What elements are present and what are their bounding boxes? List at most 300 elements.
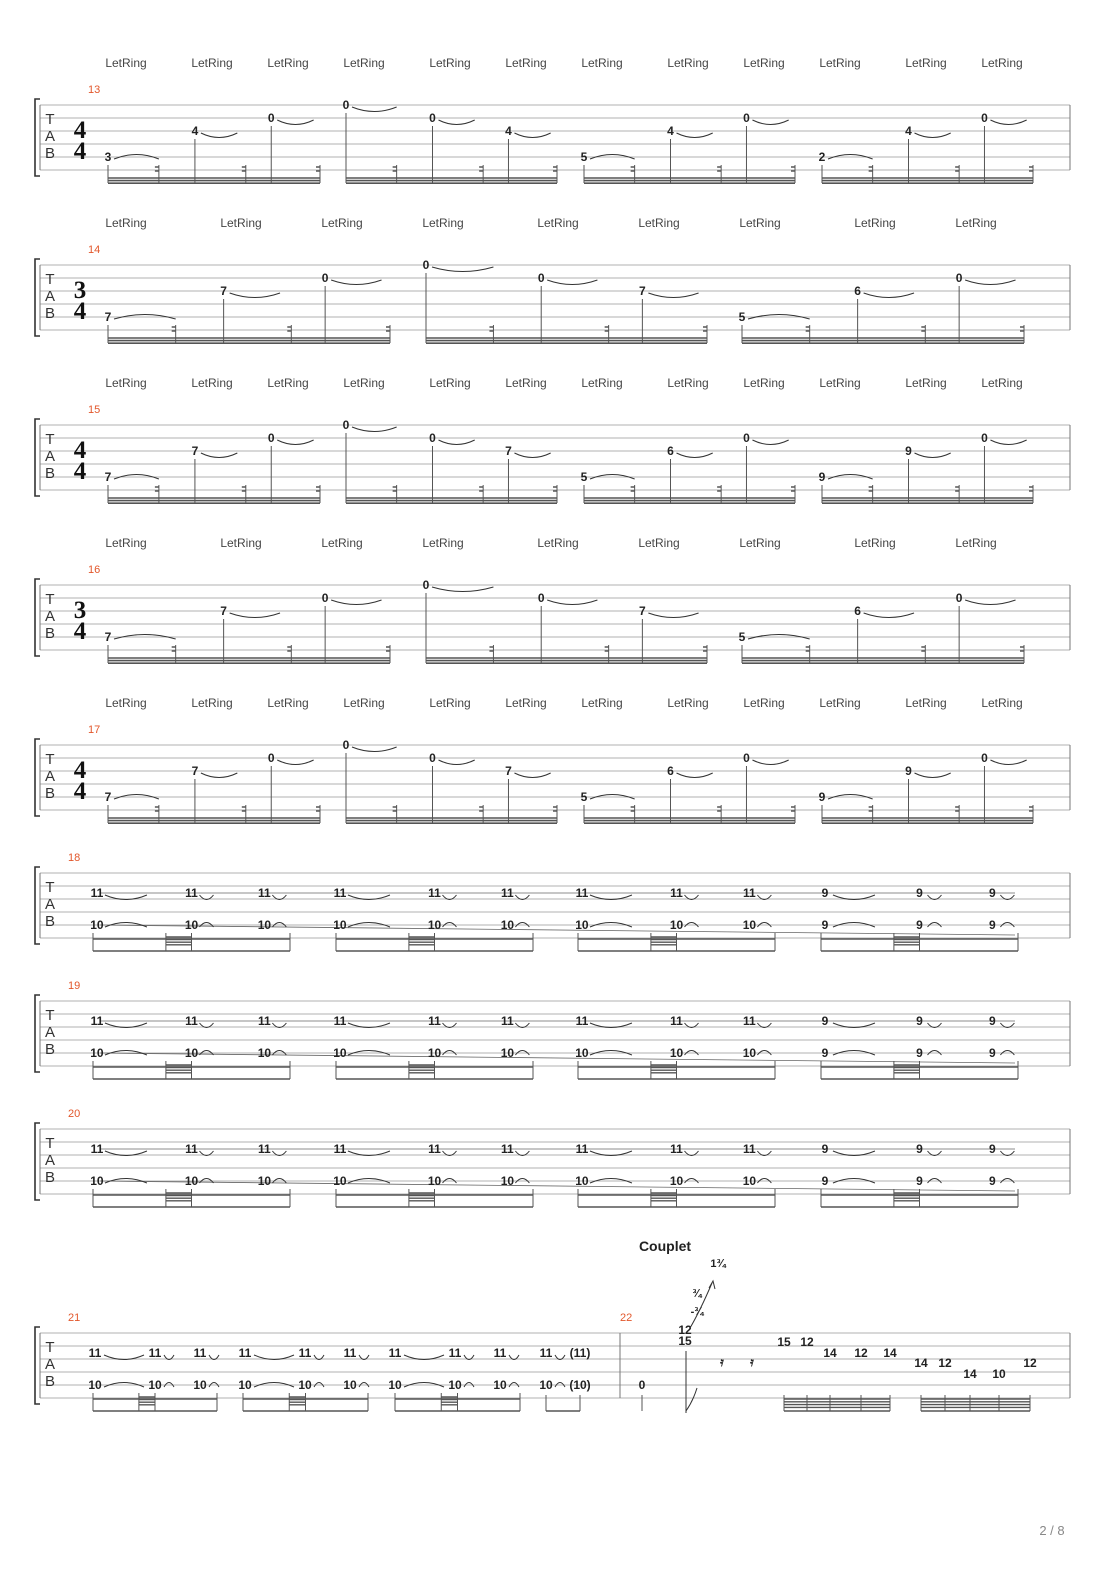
tab-clef-letter: T <box>45 879 55 896</box>
fret-number-top: 11 <box>448 1346 462 1360</box>
beam-group <box>105 271 390 343</box>
let-ring-label: LetRing <box>105 536 147 550</box>
let-ring-label: LetRing <box>981 696 1023 710</box>
time-signature-bottom: 4 <box>73 778 87 805</box>
tie-arc <box>514 773 550 778</box>
fret-number: 7 <box>505 764 512 778</box>
fret-number-top: 9 <box>821 1142 829 1156</box>
fret-number-bottom: 9 <box>916 918 923 932</box>
fret-number-bottom: 10 <box>257 1174 272 1188</box>
fret-number: 15 <box>678 1334 692 1348</box>
tie-arc <box>677 453 713 458</box>
fret-number: 0 <box>321 271 329 285</box>
beam-group <box>581 431 795 503</box>
fret-number: 7 <box>639 604 646 618</box>
tie-arc <box>965 600 1015 605</box>
fret-number: 6 <box>667 444 674 458</box>
fret-number: 9 <box>905 764 912 778</box>
fret-number: 0 <box>638 1378 646 1392</box>
tie-arc <box>915 773 951 778</box>
system-measure-20 <box>35 1108 1070 1207</box>
fret-number-bottom: 10 <box>669 918 684 932</box>
system-bracket <box>35 739 40 816</box>
beam-group <box>105 751 320 823</box>
system-bracket <box>35 867 40 944</box>
fret-number: 14 <box>963 1367 977 1381</box>
let-ring-label: LetRing <box>505 696 547 710</box>
fret-number: 0 <box>422 578 430 592</box>
fret-number-top: (11) <box>569 1346 591 1360</box>
time-signature-top: 3 <box>73 277 87 304</box>
let-ring-label: LetRing <box>955 536 997 550</box>
fret-number-bottom: 10 <box>333 918 347 932</box>
let-ring-label: LetRing <box>105 216 147 230</box>
beam-group <box>336 1189 533 1207</box>
tie-arc <box>990 760 1026 765</box>
fret-number: 5 <box>738 310 746 324</box>
tie-arc <box>352 747 397 752</box>
beam-group <box>336 1061 533 1079</box>
beam-group <box>105 591 390 663</box>
fret-number: 0 <box>429 431 436 445</box>
measure-number: 17 <box>88 724 101 736</box>
tie-arc <box>915 453 951 458</box>
time-signature-bottom: 4 <box>73 458 87 485</box>
fret-number: 15 <box>777 1335 791 1349</box>
measure-number: 13 <box>88 84 101 96</box>
fret-number: 7 <box>104 470 112 484</box>
beam-group <box>578 1189 775 1207</box>
let-ring-label: LetRing <box>819 376 861 390</box>
fret-number-bottom: 9 <box>821 1046 829 1060</box>
let-ring-label: LetRing <box>667 376 709 390</box>
system-measure-15 <box>35 376 1070 503</box>
fret-number-top: 11 <box>428 1014 441 1028</box>
fret-number-top: 11 <box>185 1014 198 1028</box>
let-ring-label: LetRing <box>429 56 471 70</box>
fret-number-bottom: 10 <box>427 918 442 932</box>
fret-number-top: 11 <box>501 886 514 900</box>
let-ring-label: LetRing <box>343 376 385 390</box>
measure-number: 18 <box>68 852 81 864</box>
bend-label: ¾ <box>692 1288 702 1300</box>
fret-number: 0 <box>429 111 436 125</box>
tab-clef-letter: B <box>44 145 56 162</box>
let-ring-label: LetRing <box>343 56 385 70</box>
fret-number: 0 <box>743 431 750 445</box>
fret-number-top: 11 <box>670 886 683 900</box>
beam-group <box>343 98 557 183</box>
bend-label: 1¾ <box>710 1258 726 1270</box>
fret-number-top: 9 <box>821 1014 829 1028</box>
fret-number-bottom: 10 <box>500 918 515 932</box>
tie-arc <box>752 120 788 125</box>
time-signature-top: 3 <box>73 597 87 624</box>
tab-clef-letter: B <box>44 625 56 642</box>
fret-number-top: 11 <box>90 1142 104 1156</box>
fret-number-top: 11 <box>185 886 198 900</box>
let-ring-label: LetRing <box>743 56 785 70</box>
tab-clef-letter: A <box>44 1024 56 1041</box>
fret-number-bottom: 10 <box>742 918 757 932</box>
let-ring-label: LetRing <box>429 696 471 710</box>
tie-arc <box>277 760 313 765</box>
fret-number-bottom: 10 <box>90 1046 104 1060</box>
fret-number-top: 9 <box>916 1014 923 1028</box>
beam-group <box>739 591 1024 663</box>
fret-number: 4 <box>667 124 674 138</box>
tab-clef-letter: T <box>45 431 55 448</box>
fret-number-top: 9 <box>989 1014 996 1028</box>
fret-number: 9 <box>818 470 826 484</box>
fret-number: 4 <box>905 124 912 138</box>
fret-number-bottom: 10 <box>333 1174 347 1188</box>
fret-number-bottom: 10 <box>575 918 589 932</box>
fret-number-top: 11 <box>88 1346 102 1360</box>
fret-number: 7 <box>104 310 112 324</box>
fret-number: 6 <box>667 764 674 778</box>
let-ring-label: LetRing <box>220 216 262 230</box>
fret-number: 12 <box>938 1356 952 1370</box>
tie-arc <box>439 760 475 765</box>
tie-arc <box>677 773 713 778</box>
tab-clef-letter: A <box>44 448 56 465</box>
let-ring-label: LetRing <box>905 696 947 710</box>
tab-clef-letter: A <box>44 608 56 625</box>
fret-number-top: 11 <box>501 1014 514 1028</box>
fret-number-bottom: 10 <box>500 1174 515 1188</box>
fret-number: 7 <box>191 764 199 778</box>
tab-clef-letter: B <box>44 465 56 482</box>
system-bracket <box>35 1123 40 1200</box>
tab-clef-letter: A <box>44 896 56 913</box>
tie-arc <box>915 133 951 138</box>
tie-arc <box>230 293 280 298</box>
beam-group <box>343 418 557 503</box>
tie-arc <box>990 120 1026 125</box>
let-ring-label: LetRing <box>105 696 147 710</box>
fret-number-bottom: 10 <box>448 1378 462 1392</box>
fret-number: 0 <box>342 738 350 752</box>
fret-number-top: 11 <box>575 1014 589 1028</box>
measure-number: 22 <box>620 1312 633 1324</box>
system-measure-18 <box>35 852 1070 951</box>
time-signature-top: 4 <box>73 117 87 144</box>
tab-clef-letter: T <box>45 751 55 768</box>
fret-number: 0 <box>981 431 988 445</box>
fret-number-top: 11 <box>501 1142 514 1156</box>
tab-clef-letter: B <box>44 785 56 802</box>
fret-number: 7 <box>220 284 227 298</box>
tie-arc <box>201 133 237 138</box>
let-ring-label: LetRing <box>191 376 233 390</box>
fret-number-bottom: 9 <box>989 1174 996 1188</box>
fret-number-top: 9 <box>916 1142 923 1156</box>
let-ring-label: LetRing <box>739 536 781 550</box>
let-ring-label: LetRing <box>581 376 623 390</box>
beam-group <box>93 1061 290 1079</box>
let-ring-label: LetRing <box>267 56 309 70</box>
system-bracket <box>35 1327 40 1404</box>
measure-number: 14 <box>88 244 101 256</box>
fret-number-bottom: 10 <box>742 1046 757 1060</box>
system-measure-19 <box>35 980 1070 1079</box>
fret-number: 14 <box>883 1346 897 1360</box>
fret-number: 7 <box>220 604 227 618</box>
tie-arc <box>277 120 313 125</box>
tab-clef-letter: T <box>45 271 55 288</box>
let-ring-label: LetRing <box>191 56 233 70</box>
fret-number: 14 <box>914 1356 928 1370</box>
slide-line <box>100 1053 1015 1063</box>
tie-arc <box>677 133 713 138</box>
fret-number-bottom: 9 <box>916 1046 923 1060</box>
fret-number-top: 11 <box>193 1346 207 1360</box>
beam-group <box>819 431 1033 503</box>
tie-arc <box>432 587 493 592</box>
tab-clef-letter: B <box>44 1169 56 1186</box>
fret-number-bottom: 10 <box>539 1378 553 1392</box>
fret-number-bottom: 10 <box>669 1174 684 1188</box>
fret-number-bottom: 10 <box>333 1046 347 1060</box>
system-measure-14 <box>35 216 1070 343</box>
tab-clef-letter: T <box>45 1339 55 1356</box>
fret-number: 0 <box>429 751 436 765</box>
fret-number: 12 <box>678 1323 692 1337</box>
fret-number: 12 <box>854 1346 868 1360</box>
fret-number: 0 <box>981 751 988 765</box>
beam-group <box>821 1189 1018 1207</box>
fret-number-top: 11 <box>238 1346 252 1360</box>
fret-number: 5 <box>580 790 588 804</box>
tab-clef-letter: A <box>44 768 56 785</box>
tie-arc <box>648 293 698 298</box>
tab-clef-letter: B <box>44 1373 56 1390</box>
let-ring-label: LetRing <box>981 376 1023 390</box>
fret-number-bottom: 10 <box>500 1046 515 1060</box>
fret-number: 5 <box>580 150 588 164</box>
fret-number: 7 <box>505 444 512 458</box>
fret-number: 10 <box>992 1367 1006 1381</box>
beam-group <box>578 1061 775 1079</box>
tab-clef-letter: T <box>45 1007 55 1024</box>
fret-number: 5 <box>580 470 588 484</box>
fret-number-bottom: 10 <box>257 1046 272 1060</box>
measure-number: 15 <box>88 404 101 416</box>
let-ring-label: LetRing <box>955 216 997 230</box>
fret-number-bottom: 10 <box>575 1174 589 1188</box>
beam-group <box>739 271 1024 343</box>
fret-number: 0 <box>267 751 275 765</box>
fret-number: 0 <box>267 111 275 125</box>
system-measure-21 <box>35 1238 1070 1413</box>
fret-number: 0 <box>955 271 963 285</box>
fret-number: 7 <box>104 790 112 804</box>
tie-arc <box>352 107 397 112</box>
fret-number: 0 <box>743 751 750 765</box>
tie-arc <box>864 293 914 298</box>
fret-number-bottom: 10 <box>742 1174 757 1188</box>
fret-number: 0 <box>267 431 275 445</box>
fret-number: 5 <box>738 630 746 644</box>
time-signature-bottom: 4 <box>73 138 87 165</box>
beam-group <box>581 111 795 183</box>
bend-label: -¾ <box>690 1306 704 1318</box>
beam-group <box>93 1189 290 1207</box>
fret-number-top: 11 <box>670 1142 683 1156</box>
fret-number: 9 <box>818 790 826 804</box>
system-bracket <box>35 259 40 336</box>
let-ring-label: LetRing <box>343 696 385 710</box>
fret-number-top: 11 <box>743 886 756 900</box>
tie-arc <box>547 280 597 285</box>
fret-number-bottom: 9 <box>989 1046 996 1060</box>
slide-line <box>100 925 1015 935</box>
beam-group <box>821 933 1018 951</box>
fret-number-top: 11 <box>333 1142 347 1156</box>
grace-stem <box>686 1351 697 1413</box>
tie-arc <box>864 613 914 618</box>
time-signature-bottom: 4 <box>73 618 87 645</box>
fret-number: 0 <box>981 111 988 125</box>
tie-arc <box>230 613 280 618</box>
beam-group <box>821 1061 1018 1079</box>
fret-number-top: 11 <box>575 1142 589 1156</box>
let-ring-label: LetRing <box>638 536 680 550</box>
system-measure-17 <box>35 696 1070 823</box>
tab-clef-letter: B <box>44 1041 56 1058</box>
tab-clef-letter: T <box>45 591 55 608</box>
let-ring-label: LetRing <box>854 216 896 230</box>
fret-number-top: 11 <box>539 1346 553 1360</box>
fret-number: 0 <box>342 418 350 432</box>
fret-number: 6 <box>854 604 861 618</box>
tie-arc <box>648 613 698 618</box>
fret-number: 0 <box>422 258 430 272</box>
let-ring-label: LetRing <box>321 536 363 550</box>
fret-number-top: 11 <box>428 886 441 900</box>
page-number: 2 / 8 <box>1039 1523 1065 1538</box>
system-bracket <box>35 419 40 496</box>
tie-arc <box>514 453 550 458</box>
fret-number-bottom: 9 <box>821 1174 829 1188</box>
fret-number-top: 11 <box>185 1142 198 1156</box>
fret-number-bottom: 10 <box>298 1378 312 1392</box>
let-ring-label: LetRing <box>105 56 147 70</box>
tab-clef-letter: A <box>44 128 56 145</box>
fret-number-top: 11 <box>428 1142 441 1156</box>
measure-number: 21 <box>68 1312 81 1324</box>
fret-number-bottom: 10 <box>184 1046 199 1060</box>
fret-number-bottom: 9 <box>821 918 829 932</box>
let-ring-label: LetRing <box>905 56 947 70</box>
beam-group <box>578 933 775 951</box>
measure-number: 20 <box>68 1108 81 1120</box>
fret-number: 2 <box>818 150 826 164</box>
tie-arc <box>432 267 493 272</box>
tab-clef-letter: B <box>44 305 56 322</box>
beam-group <box>343 738 557 823</box>
fret-number: 6 <box>854 284 861 298</box>
fret-number-top: 11 <box>258 886 271 900</box>
tab-clef-letter: T <box>45 1135 55 1152</box>
beam-group <box>581 751 795 823</box>
fret-number-bottom: 9 <box>916 1174 923 1188</box>
tie-arc <box>547 600 597 605</box>
tie-arc <box>965 280 1015 285</box>
let-ring-label: LetRing <box>667 56 709 70</box>
slide-line <box>100 1181 1015 1191</box>
fret-number: 4 <box>191 124 199 138</box>
fret-number-top: 11 <box>493 1346 507 1360</box>
tie-arc <box>514 133 550 138</box>
tie-arc <box>352 427 397 432</box>
tie-arc <box>277 440 313 445</box>
system-measure-16 <box>35 536 1070 663</box>
fret-number: 0 <box>321 591 329 605</box>
fret-number-bottom: 10 <box>669 1046 684 1060</box>
fret-number-bottom: 10 <box>193 1378 207 1392</box>
fret-number-bottom: 10 <box>184 1174 199 1188</box>
section-marker: Couplet <box>638 1238 692 1254</box>
fret-number-top: 11 <box>258 1014 271 1028</box>
system-bracket <box>35 995 40 1072</box>
tie-arc <box>331 280 381 285</box>
let-ring-label: LetRing <box>537 216 579 230</box>
let-ring-label: LetRing <box>581 696 623 710</box>
measure-number: 19 <box>68 980 81 992</box>
tab-clef-letter: A <box>44 288 56 305</box>
fret-number-bottom: 10 <box>388 1378 402 1392</box>
fret-number: 7 <box>639 284 646 298</box>
let-ring-label: LetRing <box>429 376 471 390</box>
fret-number: 0 <box>537 271 545 285</box>
let-ring-label: LetRing <box>505 56 547 70</box>
fret-number-bottom: 10 <box>238 1378 252 1392</box>
let-ring-label: LetRing <box>321 216 363 230</box>
tie-arc <box>752 760 788 765</box>
let-ring-label: LetRing <box>819 56 861 70</box>
system-bracket <box>35 579 40 656</box>
tie-arc <box>201 773 237 778</box>
let-ring-label: LetRing <box>581 56 623 70</box>
system-bracket <box>35 99 40 176</box>
tie-arc <box>990 440 1026 445</box>
let-ring-label: LetRing <box>739 216 781 230</box>
fret-number-bottom: (10) <box>569 1378 591 1392</box>
fret-number-bottom: 10 <box>148 1378 162 1392</box>
tie-arc <box>331 600 381 605</box>
fret-number-bottom: 10 <box>343 1378 357 1392</box>
tie-arc <box>201 453 237 458</box>
time-signature-top: 4 <box>73 757 87 784</box>
let-ring-label: LetRing <box>422 216 464 230</box>
beam-group <box>105 111 320 183</box>
beam-group <box>423 578 707 663</box>
beam-group <box>819 751 1033 823</box>
let-ring-label: LetRing <box>743 696 785 710</box>
let-ring-label: LetRing <box>267 376 309 390</box>
fret-number-top: 11 <box>258 1142 271 1156</box>
let-ring-label: LetRing <box>743 376 785 390</box>
fret-number-top: 9 <box>989 886 996 900</box>
fret-number-top: 9 <box>916 886 923 900</box>
let-ring-label: LetRing <box>505 376 547 390</box>
rest-symbol: 𝄿 <box>750 1355 754 1369</box>
fret-number: 0 <box>955 591 963 605</box>
tie-arc <box>439 120 475 125</box>
beam-group <box>93 933 290 951</box>
